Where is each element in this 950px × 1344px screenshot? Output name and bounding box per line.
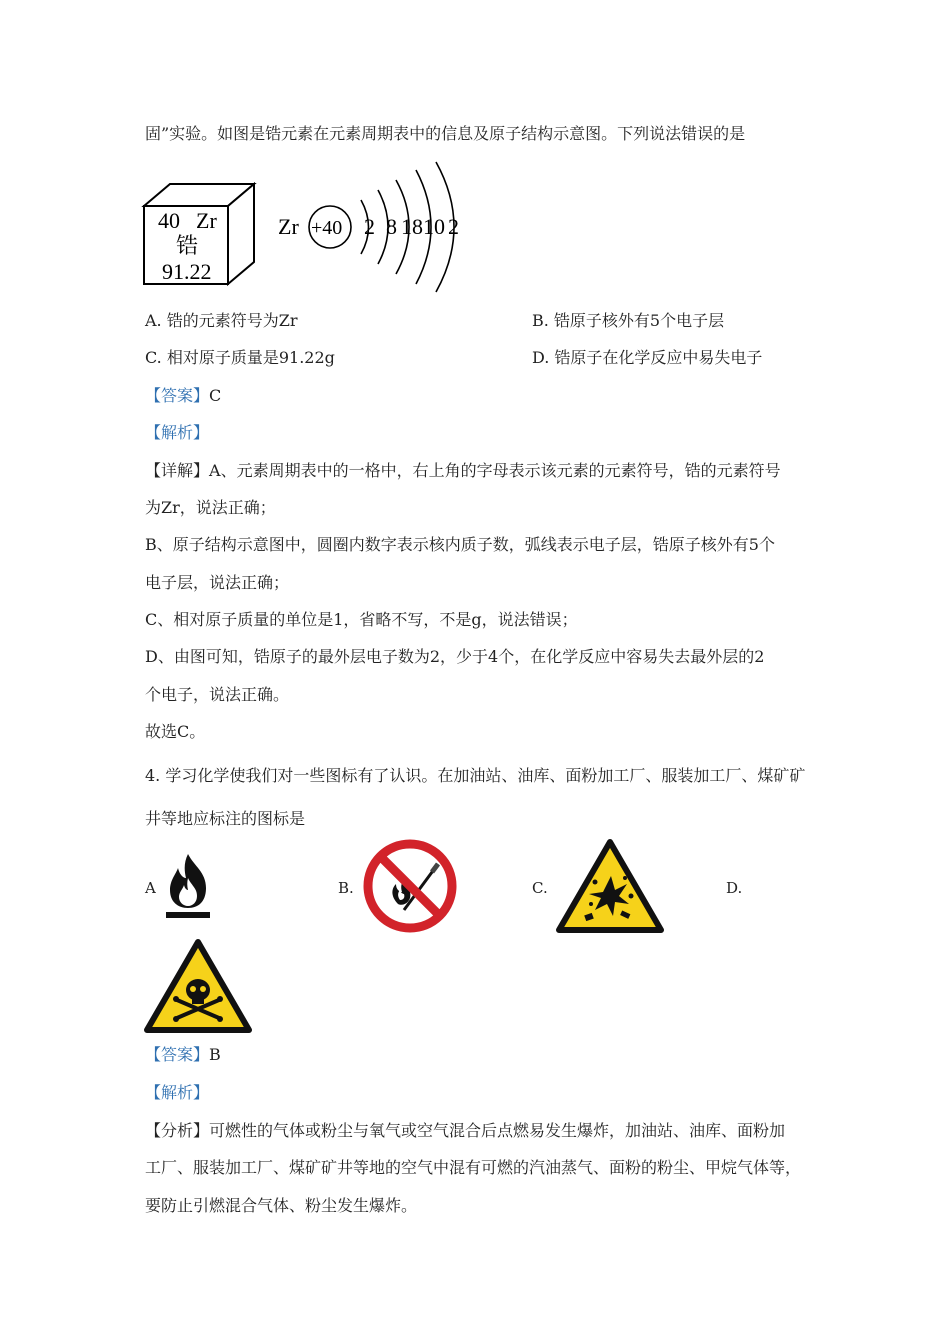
q3-detail-5: C、相对原子质量的单位是1，省略不写，不是g，说法错误；	[145, 610, 578, 629]
element-symbol: Zr	[196, 208, 217, 233]
shell-2-electrons: 8	[386, 214, 397, 239]
q3-option-d: D. 锆原子在化学反应中易失电子	[532, 348, 763, 367]
flammable-icon	[160, 852, 216, 920]
q3-detail-3: B、原子结构示意图中，圆圈内数字表示核内质子数，弧线表示电子层，锆原子核外有5个	[145, 535, 775, 554]
q3-detail-6: D、由图可知，锆原子的最外层电子数为2，少于4个，在化学反应中容易失去最外层的2	[145, 647, 765, 666]
atom-structure-diagram	[278, 162, 459, 292]
q4-stem-1: 4. 学习化学使我们对一些图标有了认识。在加油站、油库、面粉加工厂、服装加工厂、煤矿矿	[145, 766, 806, 785]
q4-answer	[145, 1045, 221, 1065]
detail-tag: 【详解】	[145, 461, 210, 480]
no-fire-icon	[362, 838, 458, 934]
atom-symbol: Zr	[278, 214, 299, 239]
shell-1-electrons: 2	[364, 214, 375, 239]
answer-tag: 【答案】	[145, 1045, 210, 1064]
q3-conclusion: 故选C。	[145, 722, 206, 741]
explosive-icon	[555, 838, 665, 934]
q3-option-a: A. 锆的元素符号为Zr	[145, 311, 298, 330]
shell-5-electrons: 2	[448, 214, 459, 239]
q4-stem-2: 井等地应标注的图标是	[145, 809, 306, 828]
q4-option-c-label: C.	[532, 879, 548, 897]
atomic-mass: 91.22	[162, 259, 212, 284]
analysis-text: 可燃性的气体或粉尘与氧气或空气混合后点燃易发生爆炸，加油站、油库、面粉加	[209, 1121, 786, 1140]
q3-option-c: C. 相对原子质量是91.22g	[145, 348, 335, 367]
q3-answer	[145, 386, 221, 406]
answer-value: B	[209, 1045, 221, 1064]
answer-value: C	[209, 386, 222, 405]
q3-stem: 固”实验。如图是锆元素在元素周期表中的信息及原子结构示意图。下列说法错误的是	[145, 124, 746, 143]
shell-4-electrons: 10	[423, 214, 445, 239]
q3-detail-7: 个电子，说法正确。	[145, 685, 290, 704]
analysis-head: 【分析】	[145, 1121, 210, 1140]
atomic-number: 40	[158, 208, 180, 233]
zirconium-figure	[140, 160, 470, 300]
q3-analysis-tag: 【解析】	[145, 423, 210, 442]
q4-analysis-1	[145, 1121, 785, 1141]
q4-option-a-label: A	[145, 879, 156, 897]
answer-tag: 【答案】	[145, 386, 210, 405]
q3-option-b: B. 锆原子核外有5个电子层	[532, 311, 725, 330]
q3-detail-2: 为Zr，说法正确；	[145, 498, 276, 517]
q3-detail-4: 电子层，说法正确；	[145, 573, 290, 592]
q4-analysis-3: 要防止引燃混合气体、粉尘发生爆炸。	[145, 1196, 418, 1215]
element-name: 锆	[176, 233, 199, 258]
shell-3-electrons: 18	[401, 214, 423, 239]
nucleus-charge: +40	[311, 217, 343, 239]
q4-analysis-2: 工厂、服装加工厂、煤矿矿井等地的空气中混有可燃的汽油蒸气、面粉的粉尘、甲烷气体等，	[145, 1158, 802, 1177]
detail-text: A、元素周期表中的一格中，右上角的字母表示该元素的元素符号，锆的元素符号	[209, 461, 781, 480]
q4-option-d-label: D.	[726, 879, 743, 897]
q4-option-b-label: B.	[338, 879, 354, 897]
q3-detail-1	[145, 461, 781, 481]
periodic-table-cell	[144, 184, 254, 284]
q4-analysis-tag: 【解析】	[145, 1083, 210, 1102]
toxic-icon	[143, 938, 253, 1034]
